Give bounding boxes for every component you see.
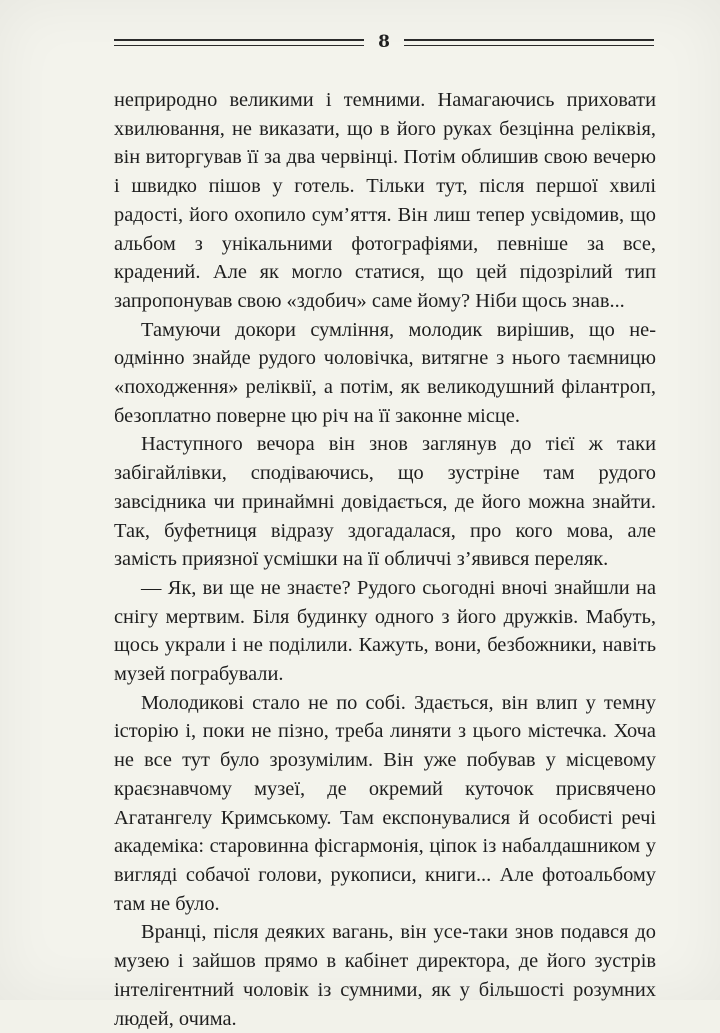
paragraph: неприродно великими і темними. Намагаючись приховати хвилювання, не виказати, що в його руках безцінна реліквія, він виторгував її за два червінці. Потім облишив свою вечерю і швидко пішов у готель. Тільки тут, після першої хвилі радості, його охопило сум’яття. Він лиш тепер усвідомив, що альбом з унікальними фотографіями, певніше за все, крадений. Але як могло статися, що цей підозрілий тип запропонував свою «здобич» саме йому? Ніби щось знав... — [114, 89, 656, 312]
paragraph: Вранці, після деяких вагань, він усе-таки знов подався до музею і зайшов прямо в кабінет директора, де його зустрів інтелігентний чоловік із сумними, як у більшості розумних людей, очима. — [114, 921, 656, 1030]
page-number: 8 — [378, 32, 390, 52]
paragraph: Молодикові стало не по собі. Здається, він влип у темну історію і, поки не пізно, треба линяти з цього містечка. Хоча не все тут було зрозумілим. Він уже побував у місцевому краєзнавчому музеї, де окремий куточок присвячено Агатангелу Кримському. Там експонувалися й особисті речі академіка: старовинна фісгармонія, ціпок із набалдашником у вигляді собачої голови, рукописи, книги... Але фотоальбому там не було. — [114, 691, 656, 915]
paragraph: Наступного вечора він знов заглянув до тієї ж таки забігайлівки, сподіваючись, що зустріне там рудого завсідника чи принаймні довідається, де його можна знайти. Так, буфетниця відразу здогадалася, про кого мова, але замість приязної усмішки на її обличчі з’явився переляк. — [114, 433, 656, 571]
paragraph: Тамуючи докори сумління, молодик вирішив, що неодмінно знайде рудого чоловічка, витягне з нього таємницю «походження» реліквії, а потім, як великодушний філантроп, безоплатно поверне цю річ на її законне місце. — [114, 318, 656, 427]
page-header — [114, 30, 654, 54]
body-text — [114, 86, 656, 1033]
header-rule-right — [404, 39, 654, 46]
paragraph: — Як, ви ще не знаєте? Рудого сьогодні вночі знайшли на снігу мертвим. Біля будинку одного з його дружків. Мабуть, щось украли і не поділили. Кажуть, вони, безбожники, навіть музей пограбували. — [114, 576, 656, 686]
